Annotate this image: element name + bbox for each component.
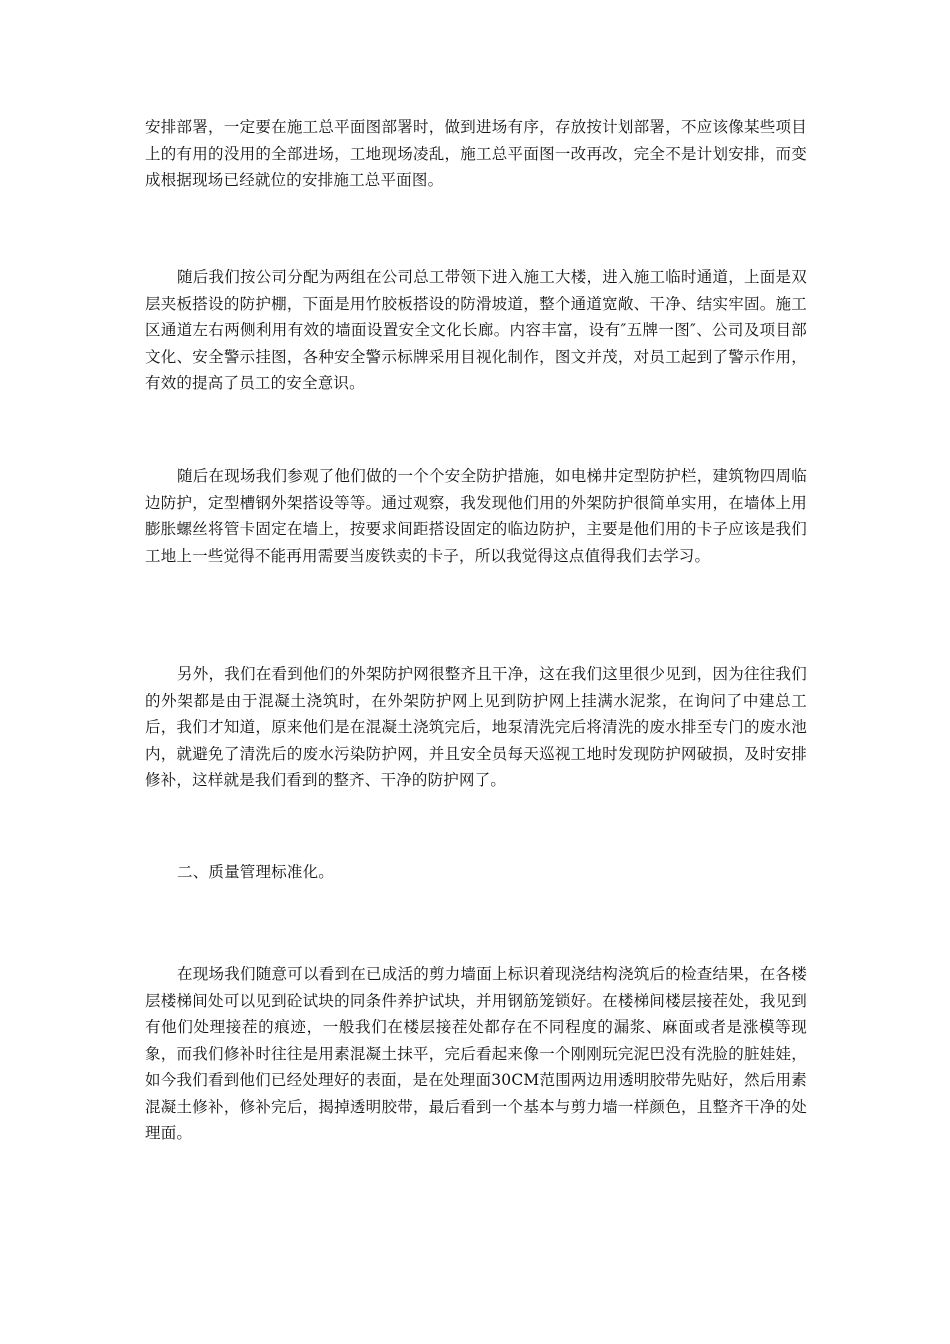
- paragraph-quality-observations: 在现场我们随意可以看到在已成活的剪力墙面上标识着现浇结构浇筑后的检查结果，在各楼层楼梯间处可以见到砼试块的同条件养护试块，并用钢筋笼锁好。在楼梯间楼层接茬处，我见到有他们处理接茬的痕迹，一般我们在楼层接茬处都存在不同程度的漏浆、麻面或者是涨模等现象，而我们修补时往往是用素混凝土抹平，完后看起来像一个刚刚玩完泥巴没有洗脸的脏娃娃，如今我们看到他们已经处理好的表面，是在处理面30CM范围两边用透明胶带先贴好，然后用素混凝土修补，修补完后，揭掉透明胶带，最后看到一个基本与剪力墙一样颜色，且整齐干净的处理面。: [145, 965, 807, 1142]
- paragraph-site-entry: 随后我们按公司分配为两组在公司总工带领下进入施工大楼，进入施工临时通道，上面是双层夹板搭设的防护棚，下面是用竹胶板搭设的防滑坡道，整个通道宽敞、干净、结实牢固。施工区通道左右两侧利用有效的墙面设置安全文化长廊。内容丰富，设有″五牌一图″、公司及项目部文化、安全警示挂图，各种安全警示标牌采用目视化制作，图文并茂，对员工起到了警示作用，有效的提高了员工的安全意识。: [145, 268, 807, 392]
- paragraph-safety-measures: 随后在现场我们参观了他们做的一个个安全防护措施，如电梯井定型防护栏，建筑物四周临边防护，定型槽钢外架搭设等等。通过观察，我发现他们用的外架防护很简单实用，在墙体上用膨胀螺丝将管卡固定在墙上，按要求间距搭设固定的临边防护，主要是他们用的卡子应该是我们工地上一些觉得不能再用需要当废铁卖的卡子，所以我觉得这点值得我们去学习。: [145, 467, 807, 565]
- paragraph-protective-net: 另外，我们在看到他们的外架防护网很整齐且干净，这在我们这里很少见到，因为往往我们的外架都是由于混凝土浇筑时，在外架防护网上见到防护网上挂满水泥浆，在询问了中建总工后，我们才知道，原来他们是在混凝土浇筑完后，地泵清洗完后将清洗的废水排至专门的废水池内，就避免了清洗后的废水污染防护网，并且安全员每天巡视工地时发现防护网破损，及时安排修补，这样就是我们看到的整齐、干净的防护网了。: [145, 665, 807, 789]
- paragraph-site-layout: 安排部署，一定要在施工总平面图部署时，做到进场有序，存放按计划部署，不应该像某些项目上的有用的没用的全部进场，工地现场凌乱，施工总平面图一改再改，完全不是计划安排，而变成根据现场已经就位的安排施工总平面图。: [145, 118, 807, 189]
- section-heading-quality-management: 二、质量管理标准化。: [177, 863, 335, 881]
